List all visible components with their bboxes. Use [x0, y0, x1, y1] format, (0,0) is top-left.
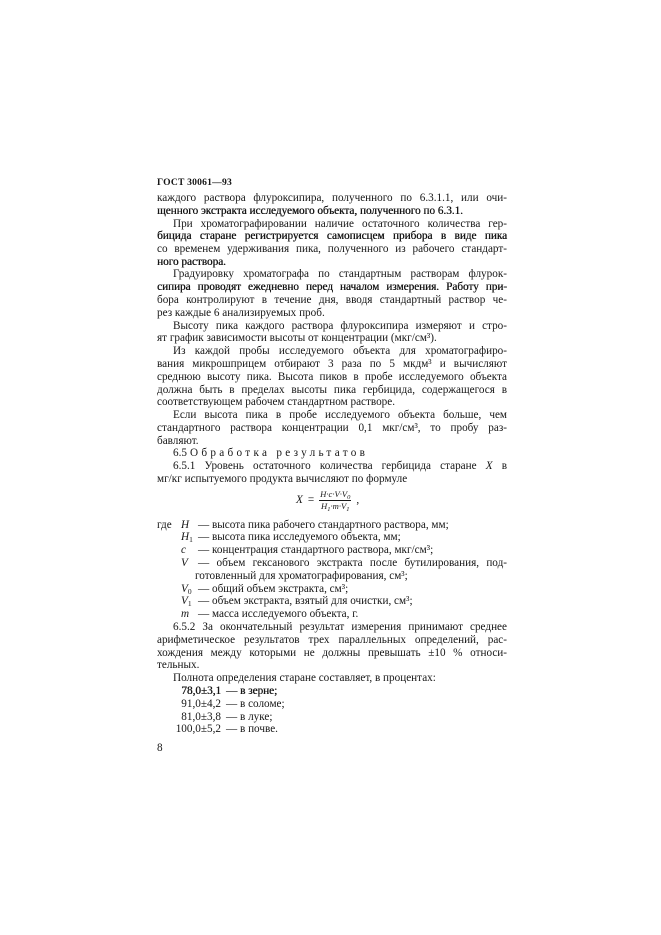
- completeness-label: — в почве.: [226, 723, 278, 735]
- paragraph-line: Из каждой пробы исследуемого объекта для хроматографиро-: [173, 345, 507, 357]
- paragraph-line: ят график зависимости высоты от концентрации (мкг/см³).: [157, 332, 437, 344]
- paragraph-line: арифметическое результатов трех параллельных определений, рас-: [157, 634, 507, 646]
- paragraph-line: ного раствора.: [157, 256, 226, 268]
- paragraph-line: со временем удерживания пика, полученного из рабочего стандарт-: [157, 243, 507, 255]
- definition-row: [157, 608, 507, 621]
- definition-text: — объем гексанового экстракта после бутилирования, под-: [198, 557, 507, 569]
- paragraph-line: бицида старане регистрируется самописцем прибора в виде пика: [157, 230, 507, 242]
- definition-subscript: 1: [187, 599, 192, 608]
- definition-text: — объем экстракта, взятый для очистки, см³;: [198, 595, 413, 607]
- paragraph-line: соответствующем рабочем стандартном растворе.: [157, 396, 396, 408]
- numerator-subscript: 0: [347, 494, 351, 501]
- formula-numerator: [319, 489, 351, 501]
- completeness-value: 78,0±3,1: [181, 685, 221, 697]
- numerator-text: H·c·V·V: [320, 489, 348, 499]
- paragraph-line: [173, 460, 507, 473]
- formula: [296, 489, 359, 512]
- formula-equals: =: [307, 494, 315, 506]
- definition-symbol: V: [181, 557, 188, 569]
- definition-subscript: 1: [189, 535, 193, 544]
- paragraph-line: щенного экстракта исследуемого объекта, полученного по 6.3.1.: [157, 205, 463, 217]
- paragraph-line: должна быть в пределах высоты пика гербицида, содержащегося в: [157, 384, 507, 396]
- definition-symbol: m: [181, 608, 190, 620]
- formula-denominator: [320, 501, 350, 512]
- formula-lhs: X: [296, 494, 303, 506]
- paragraph-line: 6.5.2 За окончательный результат измерения принимают среднее: [173, 621, 507, 633]
- paragraph-line: тельных.: [157, 659, 200, 671]
- denominator-subscript: 1: [346, 506, 350, 513]
- definition-symbol: $V_0$: [181, 583, 192, 596]
- paragraph-line: При хроматографировании наличие остаточного количества гер-: [173, 218, 507, 230]
- definition-symbol: H: [181, 519, 190, 531]
- definition-text: — общий объем экстракта, см³;: [198, 583, 349, 595]
- document-code-header: ГОСТ 30061—93: [157, 177, 232, 188]
- paragraph-line: бора контролируют в течение дня, вводя стандартный раствор че-: [157, 294, 507, 306]
- formula-fraction: [319, 489, 351, 512]
- formula-comma: ,: [356, 494, 360, 506]
- completeness-value: 91,0±4,2: [181, 698, 221, 710]
- paragraph-line: вания микрошприцем отбирают 3 раза по 5 мкдм³ и вычисляют: [157, 358, 507, 370]
- denominator-text: H: [321, 501, 328, 511]
- completeness-label: — в зерне;: [226, 685, 278, 697]
- completeness-value: 100,0±5,2: [175, 723, 221, 735]
- definition-symbol: $V_1$: [181, 595, 192, 608]
- paragraph-line: каждого раствора флуроксипира, полученного по 6.3.1.1, или очи-: [157, 192, 507, 204]
- clause-text: в: [492, 460, 507, 472]
- completeness-intro: Полнота определения старане составляет, в процентах:: [173, 672, 436, 684]
- denominator-subscript: 1: [327, 506, 331, 513]
- page-number: 8: [157, 742, 163, 754]
- definition-continuation: готовленный для хроматографирования, см³;: [195, 570, 408, 582]
- variable-x: X: [485, 460, 493, 472]
- definition-symbol: c: [181, 544, 186, 556]
- definition-text: — высота пика рабочего стандартного раствора, мм;: [198, 519, 449, 531]
- completeness-label: — в соломе;: [226, 698, 285, 710]
- paragraph-line: бавляют.: [157, 435, 199, 447]
- definition-row: [157, 544, 507, 557]
- definition-subscript: 0: [187, 587, 192, 596]
- definition-text: — высота пика исследуемого объекта, мм;: [198, 531, 401, 543]
- section-title: Обработка результатов: [190, 447, 369, 459]
- paragraph-line: среднюю высоту пика. Высота пиков в пробе исследуемого объекта: [157, 371, 507, 383]
- where-label: где: [157, 519, 172, 531]
- denominator-text: ·m·V: [330, 501, 347, 511]
- completeness-label: — в луке;: [226, 711, 273, 723]
- paragraph-line: Градуировку хроматографа по стандартным растворам флурок-: [173, 268, 507, 280]
- paragraph-line: хождения между которыми не должны превышать ±10 % относи-: [157, 647, 507, 659]
- definition-row: [157, 531, 507, 544]
- definition-text: — масса исследуемого объекта, г.: [198, 608, 359, 620]
- section-number: 6.5: [173, 447, 187, 459]
- list-item: [157, 698, 507, 711]
- definition-row: [157, 595, 507, 608]
- completeness-value: 81,0±3,8: [181, 711, 221, 723]
- definition-text: — концентрация стандартного раствора, мкг/см³;: [198, 544, 434, 556]
- definition-symbol: $H_1$: [181, 531, 193, 544]
- paragraph-line: сипира проводят ежедневно перед началом измерения. Работу при-: [157, 281, 507, 293]
- definition-row: [157, 557, 507, 570]
- paragraph-line: мг/кг испытуемого продукта вычисляют по формуле: [157, 473, 408, 485]
- paragraph-line: стандартного раствора концентрации 0,1 мкг/см³, то пробу раз-: [157, 422, 507, 434]
- paragraph-line: Если высота пика в пробе исследуемого объекта больше, чем: [173, 409, 507, 421]
- clause-text: 6.5.1 Уровень остаточного количества гербицида старане: [173, 460, 486, 472]
- paragraph-line: рез каждые 6 анализируемых проб.: [157, 307, 325, 319]
- list-item: [157, 723, 507, 736]
- paragraph-line: Высоту пика каждого раствора флуроксипира измеряют и стро-: [173, 320, 507, 332]
- list-item: [157, 685, 507, 698]
